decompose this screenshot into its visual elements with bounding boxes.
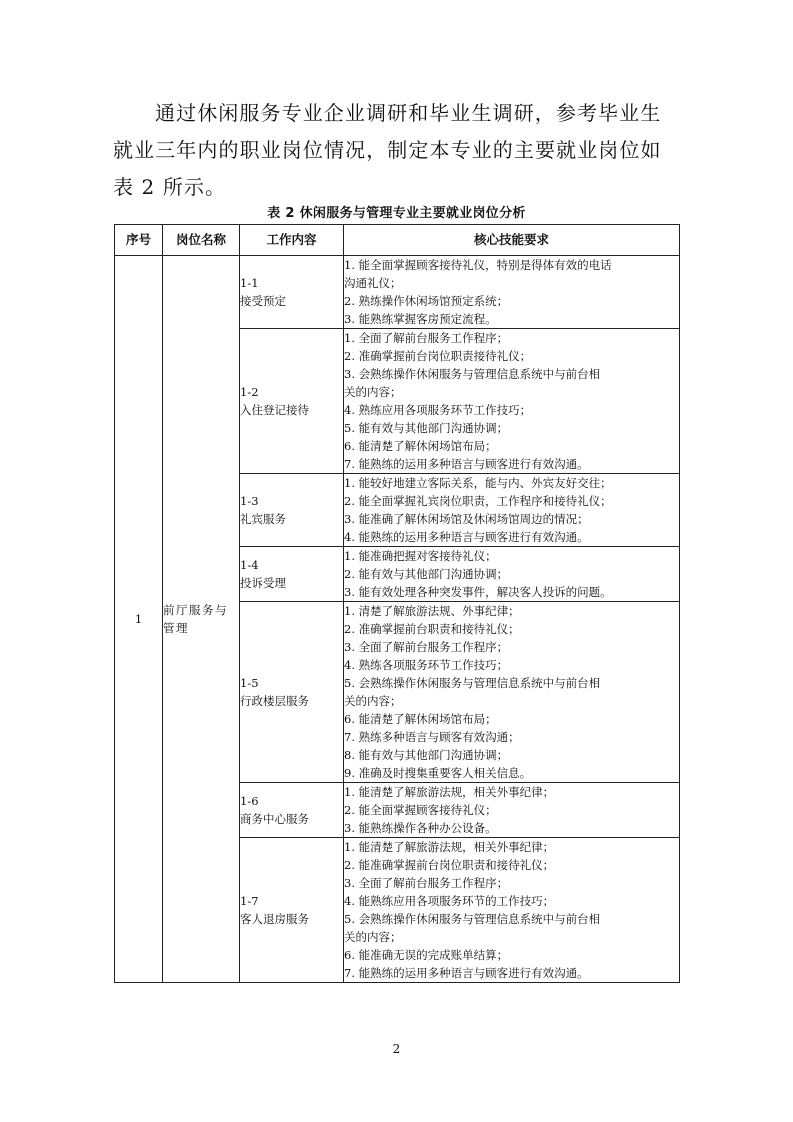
skill-line: 7. 能熟练的运用多种语言与顾客进行有效沟通。	[344, 457, 589, 471]
page-number: 2	[392, 1042, 401, 1056]
skills-cell	[344, 547, 680, 602]
work-content-cell	[240, 838, 344, 983]
work-code: 1-2	[240, 385, 259, 399]
skill-line: 3. 能有效处理各种突发事件，解决客人投诉的问题。	[344, 585, 612, 599]
skill-line: 1. 能全面掌握顾客接待礼仪，特别是得体有效的电话	[344, 258, 612, 272]
skill-line: 9. 准确及时搜集重要客人相关信息。	[344, 766, 532, 780]
work-name: 接受预定	[240, 294, 286, 308]
header-work: 工作内容	[240, 225, 344, 256]
skill-line: 4. 能熟练应用各项服务环节的工作技巧；	[344, 894, 555, 908]
work-code: 1-6	[240, 794, 259, 808]
skill-line: 3. 会熟练操作休闲服务与管理信息系统中与前台相	[344, 367, 601, 381]
skill-line: 2. 能有效与其他部门沟通协调；	[344, 567, 509, 581]
work-name: 行政楼层服务	[240, 694, 309, 708]
skills-cell	[344, 602, 680, 783]
skill-line: 3. 全面了解前台服务工作程序；	[344, 640, 509, 654]
skill-line: 1. 能较好地建立客际关系，能与内、外宾友好交往；	[344, 476, 612, 490]
work-content-cell	[240, 329, 344, 474]
work-code: 1-3	[240, 494, 259, 508]
work-code: 1-1	[240, 276, 259, 290]
skill-line: 4. 熟练应用各项服务环节工作技巧；	[344, 403, 532, 417]
skill-line: 关的内容；	[344, 694, 402, 708]
skill-line: 3. 能熟练操作各种办公设备。	[344, 821, 497, 835]
header-skills: 核心技能要求	[344, 225, 680, 256]
skill-line: 6. 能清楚了解休闲场馆布局；	[344, 439, 497, 453]
skills-cell	[344, 474, 680, 547]
skill-line: 关的内容；	[344, 385, 402, 399]
work-content-cell	[240, 474, 344, 547]
work-code: 1-5	[240, 676, 259, 690]
work-content-cell	[240, 256, 344, 329]
skill-line: 7. 能熟练的运用多种语言与顾客进行有效沟通。	[344, 966, 589, 980]
skill-line: 3. 能熟练掌握客房预定流程。	[344, 312, 497, 326]
skill-line: 2. 准确掌握前台岗位职责接待礼仪；	[344, 349, 532, 363]
skill-line: 2. 能全面掌握礼宾岗位职责，工作程序和接待礼仪；	[344, 494, 612, 508]
skill-line: 1. 能清楚了解旅游法规，相关外事纪律；	[344, 840, 555, 854]
skill-line: 5. 能有效与其他部门沟通协调；	[344, 421, 509, 435]
work-name: 商务中心服务	[240, 812, 309, 826]
skill-line: 2. 能全面掌握顾客接待礼仪；	[344, 803, 497, 817]
work-name: 礼宾服务	[240, 512, 286, 526]
table-caption: 表 2 休闲服务与管理专业主要就业岗位分析	[267, 206, 526, 221]
skills-cell	[344, 838, 680, 983]
table-row	[115, 256, 680, 329]
skills-cell	[344, 329, 680, 474]
skill-line: 沟通礼仪；	[344, 276, 402, 290]
table-body	[115, 256, 680, 983]
work-name: 客人退房服务	[240, 912, 309, 926]
skill-line: 2. 能准确掌握前台岗位职责和接待礼仪；	[344, 858, 555, 872]
seq-cell: 1	[115, 256, 163, 983]
job-analysis-table	[114, 224, 680, 983]
skill-line: 3. 能准确了解休闲场馆及休闲场馆周边的情况；	[344, 512, 589, 526]
skill-line: 5. 会熟练操作休闲服务与管理信息系统中与前台相	[344, 912, 601, 926]
skill-line: 7. 熟练多种语言与顾客有效沟通；	[344, 730, 520, 744]
work-code: 1-7	[240, 894, 259, 908]
skills-cell	[344, 783, 680, 838]
work-content-cell	[240, 783, 344, 838]
skills-cell	[344, 256, 680, 329]
work-content-cell	[240, 547, 344, 602]
skill-line: 1. 能清楚了解旅游法规，相关外事纪律；	[344, 785, 555, 799]
skill-line: 2. 熟练操作休闲场馆预定系统；	[344, 294, 509, 308]
skill-line: 6. 能清楚了解休闲场馆布局；	[344, 712, 497, 726]
skill-line: 8. 能有效与其他部门沟通协调；	[344, 748, 509, 762]
skill-line: 3. 全面了解前台服务工作程序；	[344, 876, 509, 890]
intro-paragraph: 通过休闲服务专业企业调研和毕业生调研，参考毕业生就业三年内的职业岗位情况，制定本专业的主要就业岗位如表 2 所示。	[113, 101, 662, 199]
skill-line: 4. 熟练各项服务环节工作技巧；	[344, 658, 509, 672]
skill-line: 5. 会熟练操作休闲服务与管理信息系统中与前台相	[344, 676, 601, 690]
skill-line: 4. 能熟练的运用多种语言与顾客进行有效沟通。	[344, 530, 589, 544]
work-code: 1-4	[240, 558, 259, 572]
work-content-cell	[240, 602, 344, 783]
work-name: 入住登记接待	[240, 403, 309, 417]
skill-line: 2. 准确掌握前台职责和接待礼仪；	[344, 622, 520, 636]
skill-line: 1. 清楚了解旅游法规、外事纪律；	[344, 604, 520, 618]
header-post: 岗位名称	[163, 225, 240, 256]
skill-line: 1. 能准确把握对客接待礼仪；	[344, 549, 497, 563]
header-seq: 序号	[115, 225, 163, 256]
work-name: 投诉受理	[240, 576, 286, 590]
table-header-row	[115, 225, 680, 256]
skill-line: 6. 能准确无误的完成账单结算；	[344, 948, 509, 962]
post-name-cell: 前厅服务与管理	[163, 256, 240, 983]
skill-line: 关的内容；	[344, 930, 402, 944]
skill-line: 1. 全面了解前台服务工作程序；	[344, 331, 509, 345]
